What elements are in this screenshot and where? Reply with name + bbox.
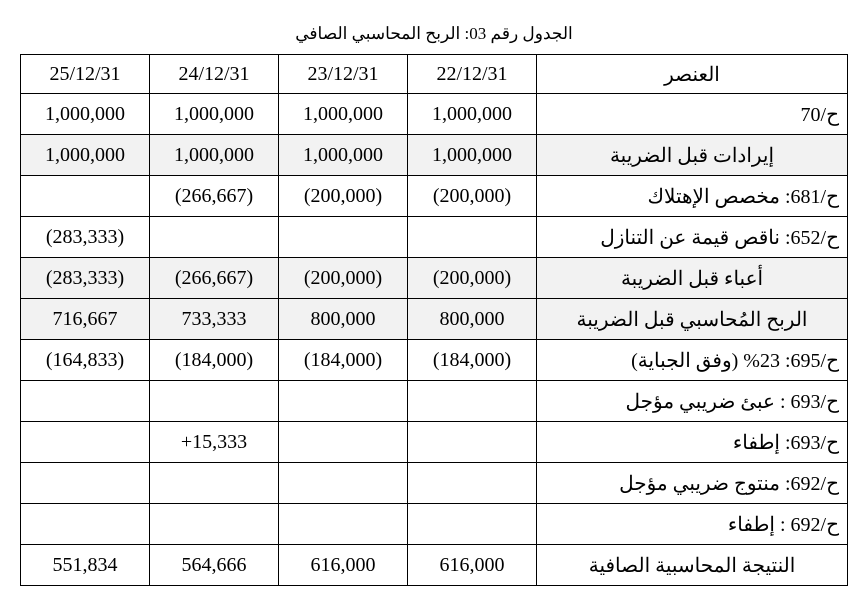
table-cell bbox=[408, 463, 537, 504]
row-label: ح/70 bbox=[537, 94, 848, 135]
row-label: ح/693: إطفاء bbox=[537, 422, 848, 463]
table-cell: 1,000,000 bbox=[408, 94, 537, 135]
table-cell bbox=[150, 504, 279, 545]
table-cell bbox=[408, 422, 537, 463]
table-cell bbox=[279, 504, 408, 545]
table-cell: 1,000,000 bbox=[279, 94, 408, 135]
net-accounting-profit-table bbox=[20, 54, 848, 586]
table-cell: (266,667) bbox=[150, 258, 279, 299]
row-label: النتيجة المحاسبية الصافية bbox=[537, 545, 848, 586]
table-row bbox=[21, 217, 848, 258]
table-cell: (184,000) bbox=[408, 340, 537, 381]
table-cell bbox=[21, 463, 150, 504]
row-label: أعباء قبل الضريبة bbox=[537, 258, 848, 299]
table-cell: 716,667 bbox=[21, 299, 150, 340]
table-cell: (283,333) bbox=[21, 217, 150, 258]
header-item: العنصر bbox=[537, 55, 848, 94]
table-cell bbox=[408, 504, 537, 545]
table-row bbox=[21, 258, 848, 299]
table-cell: (283,333) bbox=[21, 258, 150, 299]
table-row bbox=[21, 299, 848, 340]
table-row bbox=[21, 422, 848, 463]
table-cell: 1,000,000 bbox=[21, 94, 150, 135]
row-label: ح/681: مخصص الإهتلاك bbox=[537, 176, 848, 217]
table-cell bbox=[21, 422, 150, 463]
table-cell: 1,000,000 bbox=[150, 94, 279, 135]
table-cell: 616,000 bbox=[408, 545, 537, 586]
table-cell bbox=[279, 217, 408, 258]
table-cell: 1,000,000 bbox=[21, 135, 150, 176]
table-cell: (200,000) bbox=[279, 176, 408, 217]
table-cell bbox=[150, 217, 279, 258]
table-cell: (164,833) bbox=[21, 340, 150, 381]
table-row bbox=[21, 463, 848, 504]
header-year: 25/12/31 bbox=[21, 55, 150, 94]
row-label: ح/652: ناقص قيمة عن التنازل bbox=[537, 217, 848, 258]
table-cell bbox=[150, 381, 279, 422]
table-row bbox=[21, 94, 848, 135]
row-label: ح/695: 23% (وفق الجباية) bbox=[537, 340, 848, 381]
table-cell bbox=[408, 381, 537, 422]
table-cell: 616,000 bbox=[279, 545, 408, 586]
table-cell bbox=[21, 504, 150, 545]
table-cell: 564,666 bbox=[150, 545, 279, 586]
table-cell: 800,000 bbox=[279, 299, 408, 340]
table-cell: (200,000) bbox=[408, 176, 537, 217]
row-label: ح/692: منتوج ضريبي مؤجل bbox=[537, 463, 848, 504]
table-cell bbox=[279, 422, 408, 463]
table-cell bbox=[150, 463, 279, 504]
table-row bbox=[21, 504, 848, 545]
table-row bbox=[21, 340, 848, 381]
table-caption: الجدول رقم 03: الربح المحاسبي الصافي bbox=[295, 24, 573, 43]
row-label: إيرادات قبل الضريبة bbox=[537, 135, 848, 176]
table-row bbox=[21, 176, 848, 217]
table-cell bbox=[408, 217, 537, 258]
table-cell: 1,000,000 bbox=[150, 135, 279, 176]
table-cell: 551,834 bbox=[21, 545, 150, 586]
table-cell: +15,333 bbox=[150, 422, 279, 463]
header-year: 23/12/31 bbox=[279, 55, 408, 94]
table-cell: (200,000) bbox=[408, 258, 537, 299]
table-row bbox=[21, 545, 848, 586]
row-label: ح/693 : عبئ ضريبي مؤجل bbox=[537, 381, 848, 422]
table-row bbox=[21, 135, 848, 176]
table-cell: 733,333 bbox=[150, 299, 279, 340]
table-cell: (200,000) bbox=[279, 258, 408, 299]
row-label: الربح المُحاسبي قبل الضريبة bbox=[537, 299, 848, 340]
table-cell: 1,000,000 bbox=[408, 135, 537, 176]
row-label: ح/692 : إطفاء bbox=[537, 504, 848, 545]
table-row bbox=[21, 381, 848, 422]
header-year: 24/12/31 bbox=[150, 55, 279, 94]
table-cell bbox=[279, 463, 408, 504]
table-cell: (184,000) bbox=[150, 340, 279, 381]
table-cell bbox=[279, 381, 408, 422]
table-cell: 800,000 bbox=[408, 299, 537, 340]
table-cell bbox=[21, 176, 150, 217]
header-year: 22/12/31 bbox=[408, 55, 537, 94]
table-header-row bbox=[21, 55, 848, 94]
table-cell: (266,667) bbox=[150, 176, 279, 217]
table-cell: 1,000,000 bbox=[279, 135, 408, 176]
table-cell: (184,000) bbox=[279, 340, 408, 381]
table-cell bbox=[21, 381, 150, 422]
